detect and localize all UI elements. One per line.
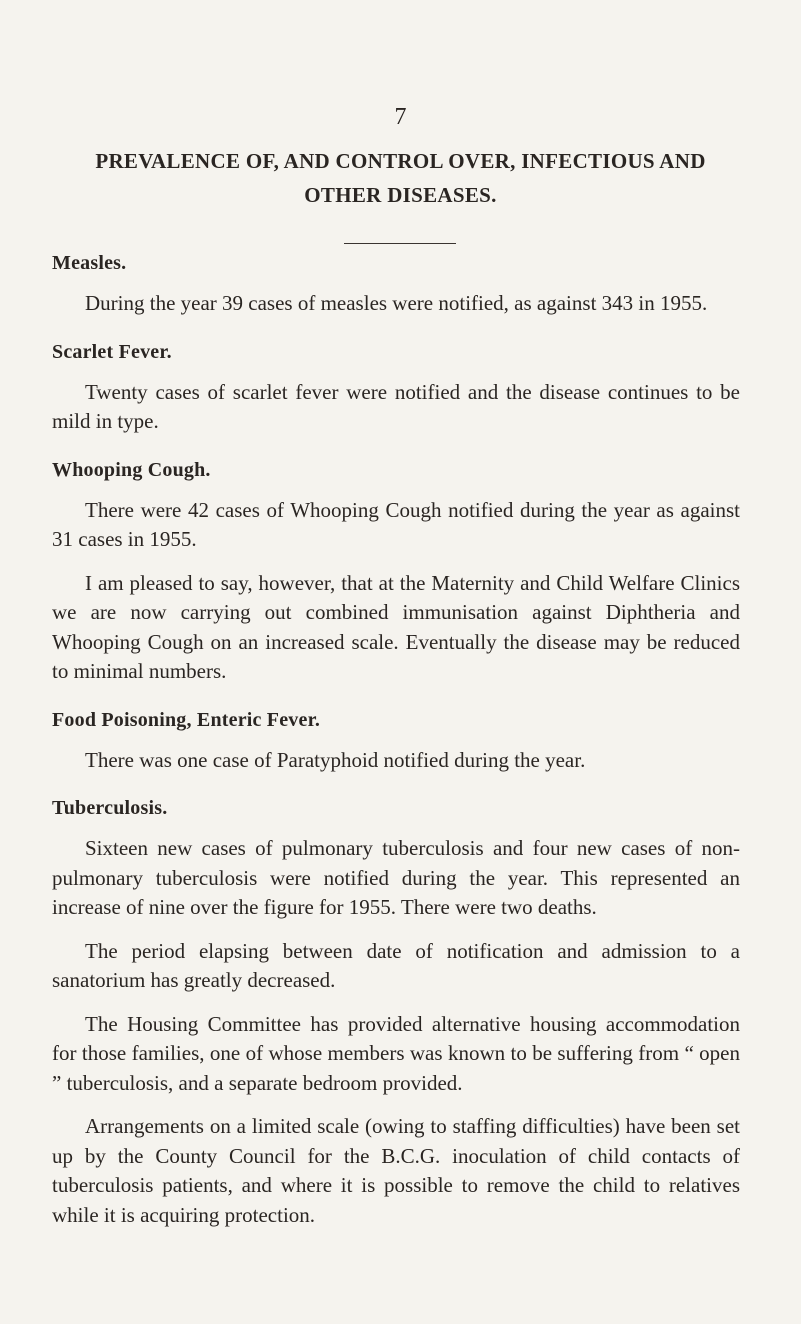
paragraph: There were 42 cases of Whooping Cough notified during the year as against 31 cases in 1955. xyxy=(52,497,740,551)
paragraph: I am pleased to say, however, that at the Maternity and Child Welfare Clinics we are now carrying out combined immunisation against Diphtheria and Whooping Cough on an increased scale. Eventually the disease may be reduced to minimal numbers. xyxy=(52,570,740,683)
page-number: 7 xyxy=(394,104,407,130)
section-heading: Tuberculosis. xyxy=(52,797,168,819)
section-tuberculosis xyxy=(52,797,740,1230)
title-line-2: OTHER DISEASES. xyxy=(304,183,497,207)
paragraph: Sixteen new cases of pulmonary tuberculosis and four new cases of non-pulmonary tuberculosis were notified during the year. This represented an increase of nine over the figure for 1955. There were two deaths. xyxy=(52,836,740,919)
paragraph: Arrangements on a limited scale (owing to staffing difficulties) have been set up by the County Council for the B.C.G. inoculation of child contacts of tuberculosis patients, and where it is possible to remove the child to relatives while it is acquiring protection. xyxy=(52,1114,740,1227)
page-title xyxy=(60,144,741,212)
section-heading: Measles. xyxy=(52,252,127,274)
section-scarlet-fever xyxy=(52,341,740,437)
paragraph: The Housing Committee has provided alternative housing accommodation for those families, one of whose members was known to be suffering from “ open ” tuberculosis, and a separate bedroom provided. xyxy=(52,1011,740,1095)
section-whooping-cough xyxy=(52,459,740,687)
title-line-1: PREVALENCE OF, AND CONTROL OVER, INFECTIOUS AND xyxy=(95,149,706,173)
paragraph: There was one case of Paratyphoid notified during the year. xyxy=(85,747,586,772)
section-food-poisoning xyxy=(52,709,740,776)
body-text xyxy=(52,252,740,1252)
section-measles xyxy=(52,252,740,319)
section-heading: Scarlet Fever. xyxy=(52,340,172,363)
section-heading: Food Poisoning, Enteric Fever. xyxy=(52,708,321,731)
paragraph: During the year 39 cases of measles were notified, as against 343 in 1955. xyxy=(85,291,708,315)
paragraph: Twenty cases of scarlet fever were notified and the disease continues to be mild in type. xyxy=(52,379,740,433)
paragraph: The period elapsing between date of notification and admission to a sanatorium has greatly decreased. xyxy=(52,938,740,992)
divider-rule xyxy=(344,243,456,244)
section-heading: Whooping Cough. xyxy=(52,458,211,481)
